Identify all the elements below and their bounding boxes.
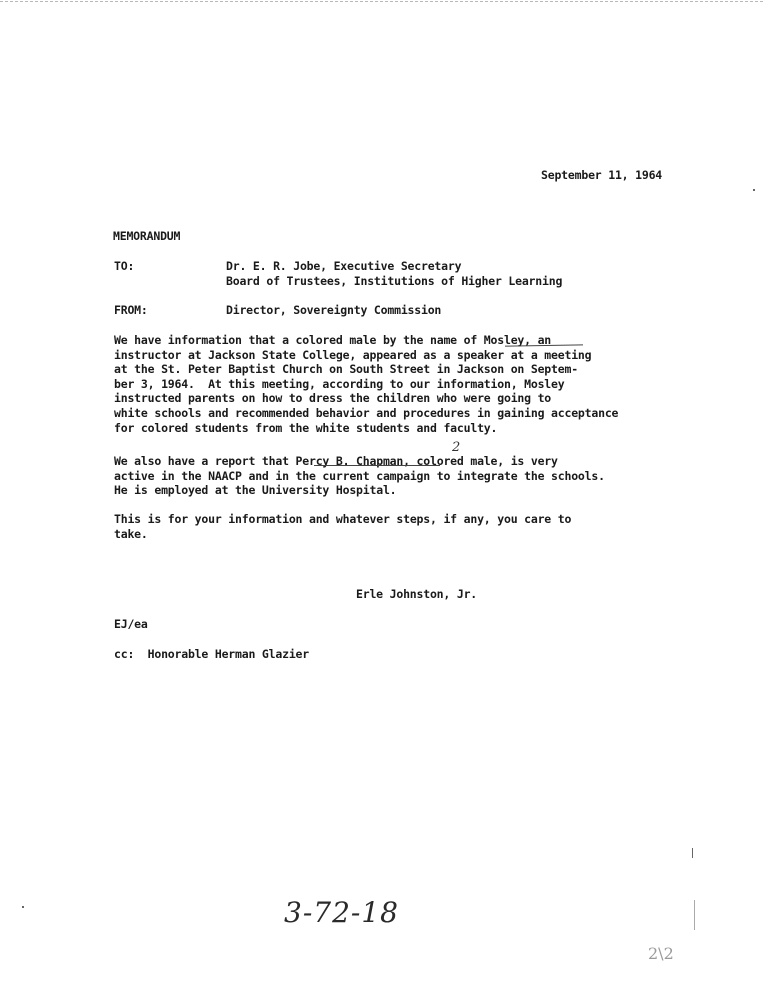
memo-date: September 11, 1964 [541,168,663,182]
handwritten-underline-chapman [314,465,440,466]
scan-speck [694,900,695,930]
body-paragraph-1: We have information that a colored male by the name of Mosley, an instructor at Jackson State College, appeared as a speaker at a meeting at the St. Peter Baptist Church on South Street in Jackson on Septem- ber 3, 1964. At this meeting, according to our information, Mosley instructed parents on how to dress the children who were going to white schools and recommended behavior and procedures in gaining acceptance for colored students from the white students and faculty. [114,333,619,435]
scan-speck [753,189,755,191]
memo-heading: MEMORANDUM [113,229,181,243]
scan-speck [692,848,693,858]
body-paragraph-3: This is for your information and whatever steps, if any, you care to take. [114,512,572,541]
page-top-border [0,1,763,2]
corner-scribble: 2\2 [648,944,674,963]
handwritten-margin-note: 2 [452,440,461,455]
from-sender: Director, Sovereignty Commission [226,303,442,317]
handwritten-file-number: 3-72-18 [284,896,399,929]
signature: Erle Johnston, Jr. [356,587,478,601]
to-recipient: Dr. E. R. Jobe, Executive Secretary Board of Trustees, Institutions of Higher Learning [226,259,563,288]
scan-speck [22,906,24,908]
to-label: TO: [114,259,135,273]
typist-initials: EJ/ea [114,617,148,631]
cc-line: cc: Honorable Herman Glazier [114,647,309,661]
body-paragraph-2: We also have a report that Percy B. Chapman, colored male, is very active in the NAACP and in the current campaign to integrate the schools. He is employed at the University Hospital. [114,454,605,498]
from-label: FROM: [114,303,148,317]
